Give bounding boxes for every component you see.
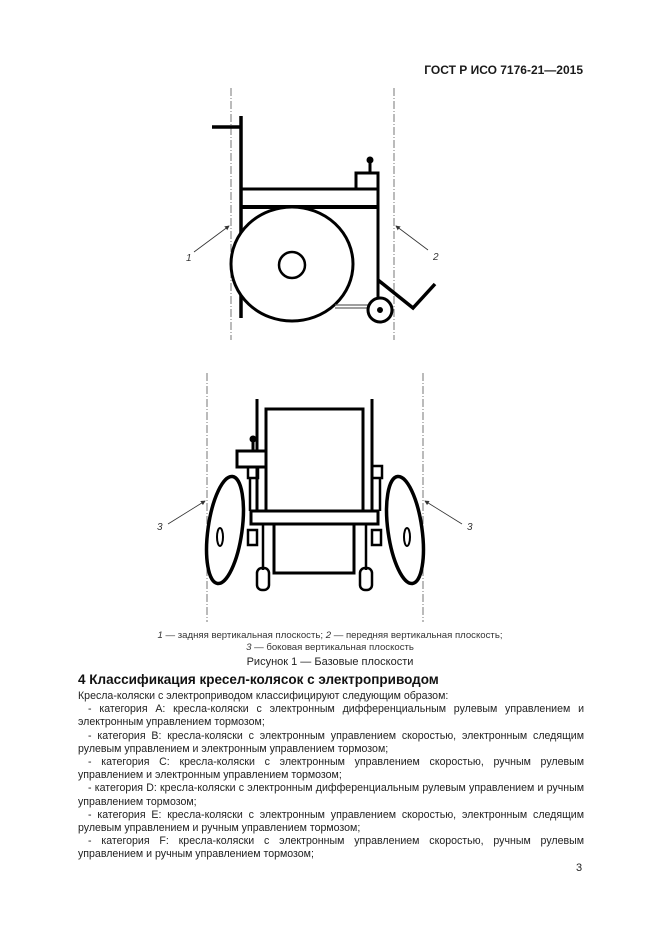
category-c: - категория С: кресла-коляски с электронным управлением скоростью, ручным рулевым управлением и электронным управлением тормозом; [78,756,584,782]
category-e: - категория Е: кресла-коляски с электронным управлением скоростью, электронным следящим рулевым управлением и ручным управлением тормозом; [78,808,584,835]
category-d: - категория D: кресла-коляски с электронным дифференциальным рулевым управлением и ручным управлением тормозом; [78,782,584,808]
page-number: 3 [576,862,583,874]
category-f: - категория F: кресла-коляски с электронным управлением скоростью, ручным рулевым управлением и ручным управлением тормозом; [78,835,584,861]
figure-caption: Рисунок 1 — Базовые плоскости [246,656,414,668]
callout-3-right: 3 [467,522,473,533]
front-view-wheelchair [168,373,462,622]
document-header: ГОСТ Р ИСО 7176-21—2015 [424,63,583,77]
category-a: - категория А: кресла-коляски с электронным дифференциальным рулевым управлением и электронным управлением тормозом; [78,703,584,729]
callout-2: 2 [433,252,439,263]
category-b: - категория В: кресла-коляски с электронным управлением скоростью, электронным следящим рулевым управлением и электронным управлением тормозом; [78,729,584,755]
callout-3-left: 3 [157,522,163,533]
side-view-wheelchair [194,88,435,340]
section-intro: Кресла-коляски с электроприводом классифицируют следующим образом: [78,690,449,702]
section-heading: 4 Классификация кресел-колясок с электроприводом [78,672,439,687]
figure-legend: 1 — задняя вертикальная плоскость; 2 — передняя вертикальная плоскость; 3 — боковая вертикальная плоскость [157,630,503,653]
section-body [78,690,584,862]
callout-1: 1 [186,253,192,264]
